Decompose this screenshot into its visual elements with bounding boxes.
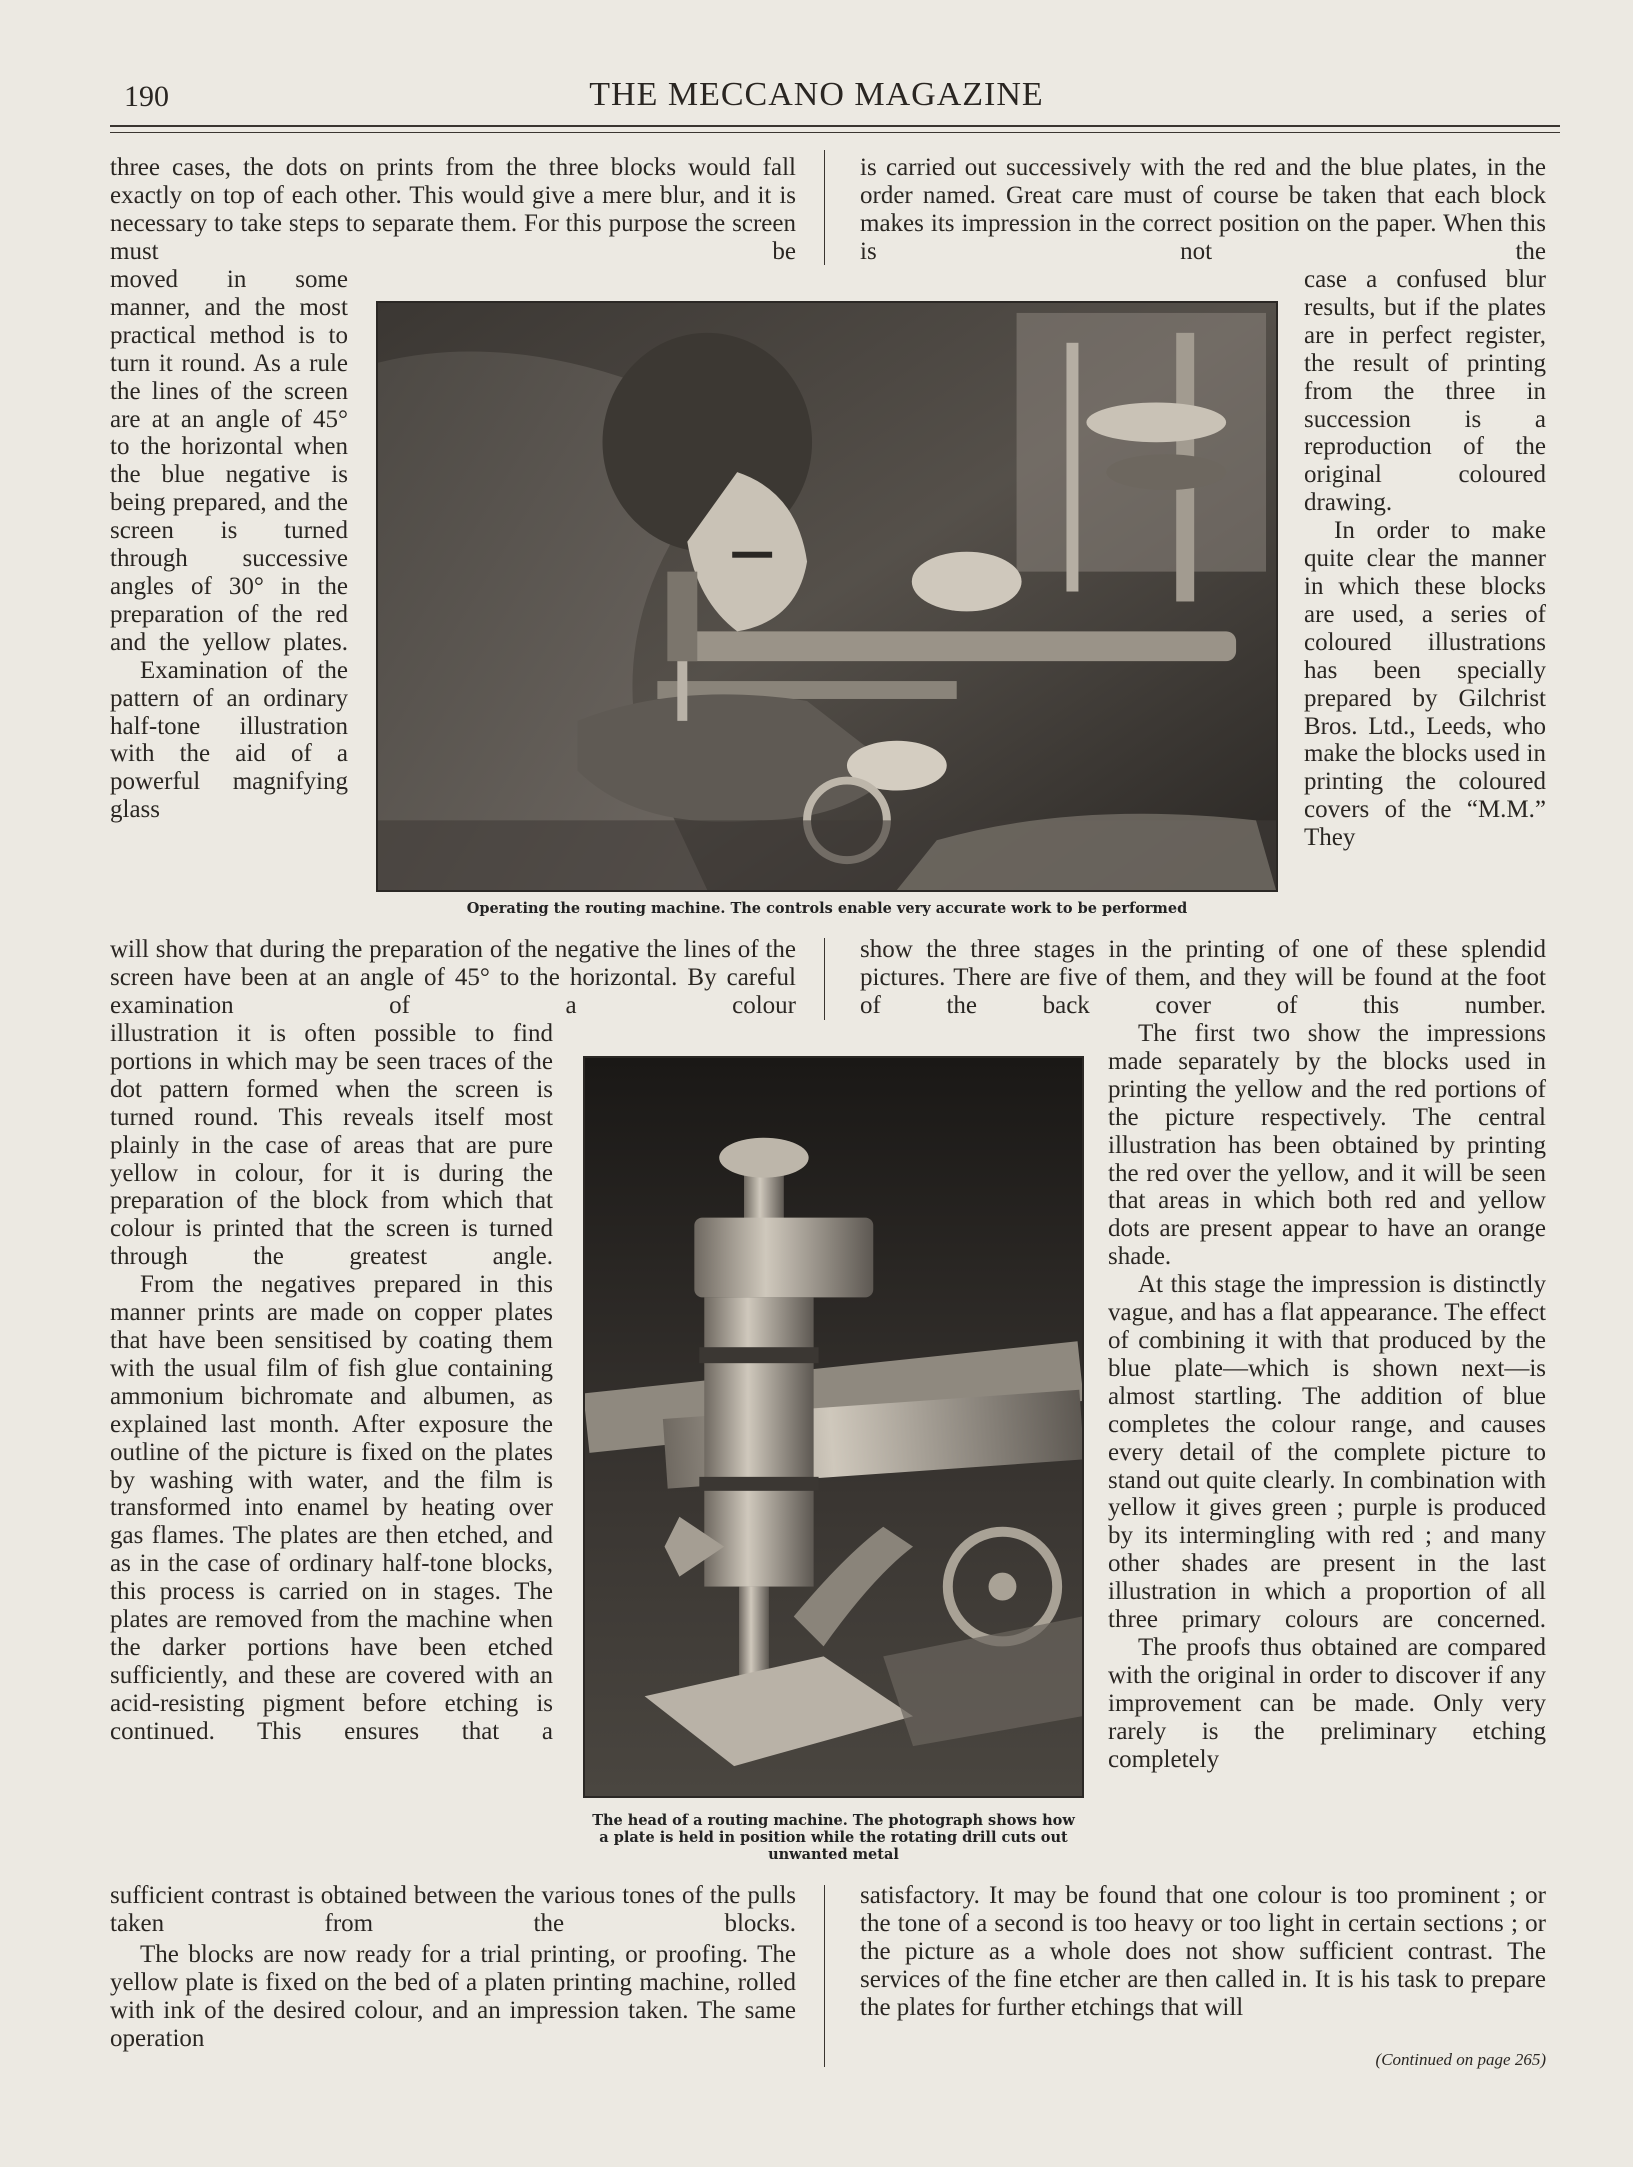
paragraph: The blocks are now ready for a trial printing, or proofing. The yellow plate is fixed on the bed of a platen printing machine, rolled with ink of the desired colour, and an impression taken. The same operation xyxy=(110,1940,796,2052)
right-medium-text xyxy=(1108,1020,1546,1773)
left-top-text xyxy=(110,154,796,266)
left-medium-text xyxy=(110,1020,553,1746)
column-separator-bottom xyxy=(824,1885,825,2067)
header-rule xyxy=(110,125,1560,127)
paragraph: case a confused blur results, but if the plates are in perfect register, the result of printing from the three in succession is a reproduction of the original coloured drawing. xyxy=(1304,266,1546,517)
running-title: THE MECCANO MAGAZINE xyxy=(589,76,1044,113)
caption-line: unwanted metal xyxy=(768,1846,899,1863)
paragraph: is carried out successively with the red and the blue plates, in the order named. Great care must of course be taken that each block makes its impression in the correct position on the paper. When this is not the xyxy=(860,154,1546,265)
paragraph: show the three stages in the printing of one of these splendid pictures. There are five of them, and they will be found at the foot of the back cover of this number. xyxy=(860,936,1546,1019)
figure-caption-operator: Operating the routing machine. The controls enable very accurate work to be performed xyxy=(466,900,1188,917)
operator-photo-illustration xyxy=(378,303,1276,890)
paragraph: sufficient contrast is obtained between the various tones of the pulls taken from the blocks. xyxy=(110,1882,796,1937)
column-separator-top xyxy=(824,150,825,265)
right-narrow-text xyxy=(1304,266,1546,852)
left-narrow-text xyxy=(110,266,348,824)
paragraph: illustration it is often possible to find portions in which may be seen traces of the dot pattern formed when the screen is turned round. This reveals itself most plainly in the case of areas that are pure yellow in colour, for it is during the preparation of the block from which that colour is printed that the screen is turned through the greatest angle. xyxy=(110,1020,553,1271)
paragraph: three cases, the dots on prints from the three blocks would fall exactly on top of each other. This would give a mere blur, and it is necessary to take steps to separate them. For this purpose the screen must be xyxy=(110,154,796,265)
right-mid-text xyxy=(860,936,1546,1020)
continuation-note: (Continued on page 265) xyxy=(1375,2050,1546,2069)
routing-machine-operator-photo xyxy=(376,301,1278,892)
figure-caption-machine-head xyxy=(573,1812,1094,1863)
column-separator-middle xyxy=(824,938,825,1020)
paragraph: satisfactory. It may be found that one colour is too prominent ; or the tone of a second is too heavy or too light in certain sections ; or the picture as a whole does not show sufficient contrast. The services of the fine etcher are then called in. It is his task to prepare the plates for further etchings that will xyxy=(860,1882,1546,2021)
paragraph: At this stage the impression is distinctly vague, and has a flat appearance. The effect of combining it with that produced by the blue plate—which is shown next—is almost startling. The addition of blue completes the colour range, and causes every detail of the complete picture to stand out quite clearly. In combination with yellow it gives green ; purple is produced by its intermingling with red ; and many other shades are present in the last illustration in which a proportion of all three primary colours are concerned. xyxy=(1108,1271,1546,1634)
right-top-text xyxy=(860,154,1546,266)
header-rule-thin xyxy=(110,132,1560,133)
paragraph: moved in some manner, and the most practical method is to turn it round. As a rule the lines of the screen are at an angle of 45° to the horizontal when the blue negative is being prepared, and the screen is turned through successive angles of 30° in the preparation of the red and the yellow plates. xyxy=(110,266,348,656)
caption-line: The head of a routing machine. The photograph shows how xyxy=(592,1812,1075,1829)
paragraph: In order to make quite clear the manner in which these blocks are used, a series of coloured illustrations has been specially prepared by Gilchrist Bros. Ltd., Leeds, who make the blocks used in printing the coloured covers of the “M.M.” They xyxy=(1304,517,1546,852)
left-bottom-text xyxy=(110,1882,796,2052)
paragraph: The proofs thus obtained are compared with the original in order to discover if any improvement can be made. Only very rarely is the preliminary etching completely xyxy=(1108,1633,1546,1773)
routing-machine-head-photo xyxy=(583,1056,1084,1798)
left-mid-text xyxy=(110,936,796,1020)
caption-line: a plate is held in position while the rotating drill cuts out xyxy=(599,1829,1068,1846)
machine-head-photo-illustration xyxy=(585,1058,1082,1796)
paragraph: The first two show the impressions made separately by the blocks used in printing the yellow and the red portions of the picture respectively. The central illustration has been obtained by printing the red over the yellow, and it will be seen that areas in which both red and yellow dots are present appear to have an orange shade. xyxy=(1108,1020,1546,1271)
paragraph: Examination of the pattern of an ordinary half-tone illustration with the aid of a powerful magnifying glass xyxy=(110,656,348,824)
paragraph: From the negatives prepared in this manner prints are made on copper plates that have been sensitised by coating them with the usual film of fish glue containing ammonium bichromate and albumen, as explained last month. After exposure the outline of the picture is fixed on the plates by washing with water, and the film is transformed into enamel by heating over gas flames. The plates are then etched, and as in the case of ordinary half-tone blocks, this process is carried on in stages. The plates are removed from the machine when the darker portions have been etched sufficiently, and these are covered with an acid-resisting pigment before etching is continued. This ensures that a xyxy=(110,1271,553,1745)
right-bottom-text xyxy=(860,1882,1546,2072)
paragraph: will show that during the preparation of the negative the lines of the screen have been at an angle of 45° to the horizontal. By careful examination of a colour xyxy=(110,936,796,1019)
page-number: 190 xyxy=(124,80,169,113)
